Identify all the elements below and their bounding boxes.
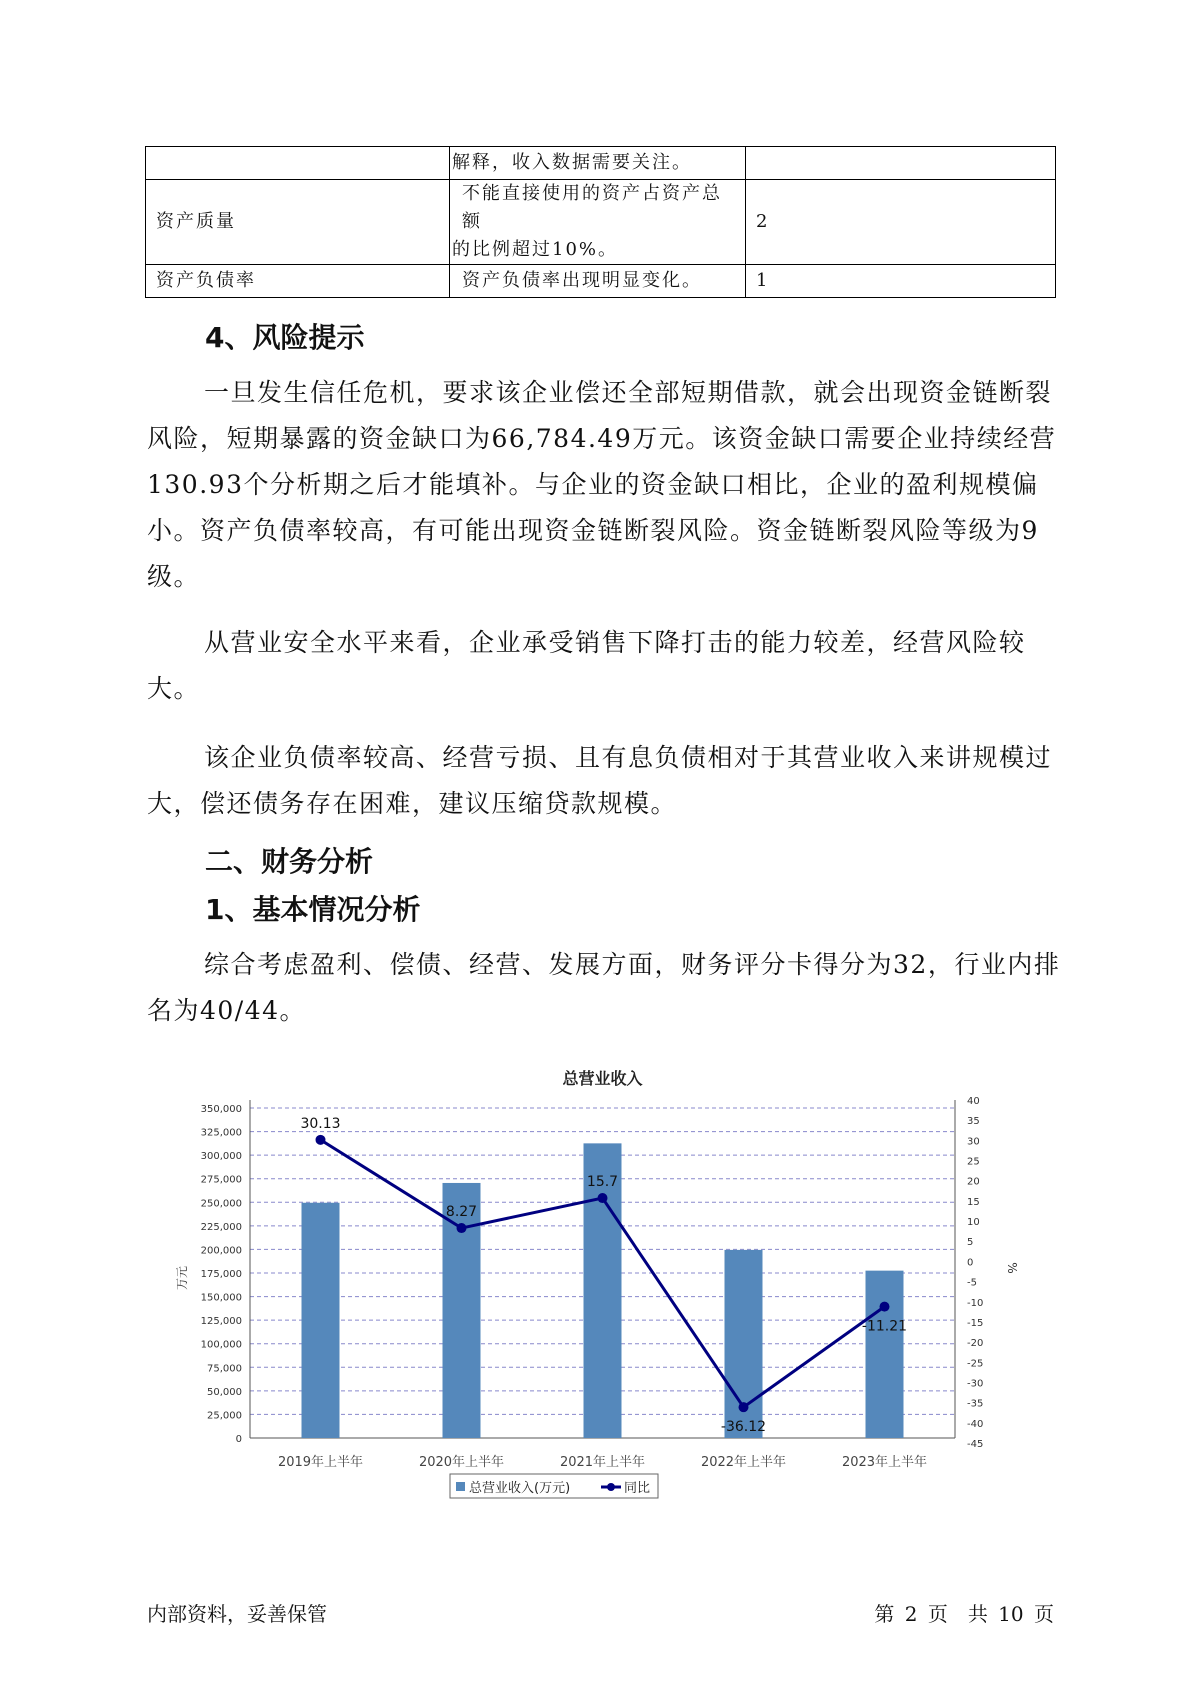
risk-paragraph-3: 该企业负债率较高、经营亏损、且有息负债相对于其营业收入来讲规模过大，偿还债务存在困难，建议压缩贷款规模。 (147, 743, 1053, 818)
risk-section-heading: 4、风险提示 (205, 321, 365, 354)
y-tick-label: 0 (235, 1434, 242, 1445)
x-tick-label: 2020年上半年 (418, 1455, 505, 1470)
yoy-point (880, 1302, 890, 1312)
footer-confidential-note: 内部资料，妥善保管 (147, 1602, 327, 1626)
y2-tick-label: -40 (967, 1418, 984, 1430)
y2-tick-label: 5 (967, 1237, 974, 1249)
table-cell-desc (450, 180, 746, 265)
revenue-chart (150, 1058, 1030, 1528)
y2-tick-label: -20 (967, 1338, 984, 1350)
y-tick-label: 250,000 (200, 1198, 242, 1210)
y2-tick-label: 15 (967, 1196, 980, 1208)
table-cell-score: 1 (746, 265, 1056, 298)
table-row (146, 180, 1056, 265)
table-cell-item: 资产质量 (146, 180, 450, 265)
table-cell-score (746, 147, 1056, 180)
y2-tick-label: -45 (967, 1439, 984, 1450)
x-tick-label: 2021年上半年 (559, 1455, 646, 1470)
basic-analysis-paragraph: 综合考虑盈利、偿债、经营、发展方面，财务评分卡得分为32，行业内排名为40/44。 (147, 950, 1061, 1025)
y2-tick-label: 25 (967, 1156, 980, 1168)
x-tick-label: 2022年上半年 (700, 1455, 787, 1470)
legend-label-bar: 总营业收入(万元) (469, 1481, 571, 1496)
y-axis-label: 万元 (175, 1265, 189, 1291)
y2-tick-label: -5 (967, 1277, 977, 1289)
y2-tick-label: 0 (967, 1257, 974, 1269)
risk-indicator-table (145, 146, 1056, 298)
y2-tick-label: 20 (967, 1176, 980, 1188)
legend-swatch-marker (607, 1483, 615, 1491)
table-cell-desc-text: 资产负债率出现明显变化。 (462, 270, 702, 291)
y2-tick-label: 40 (967, 1096, 980, 1107)
data-label: 8.27 (445, 1204, 478, 1221)
y2-tick-label: -10 (967, 1297, 984, 1309)
y2-axis-label: % (1005, 1262, 1019, 1274)
y2-tick-label: -25 (967, 1358, 984, 1370)
y2-tick-label: 10 (967, 1217, 980, 1229)
footer-page-number: 第 2 页 共 10 页 (874, 1602, 1054, 1626)
yoy-point (457, 1223, 467, 1233)
y-tick-label: 325,000 (200, 1127, 242, 1139)
data-label: -11.21 (861, 1318, 908, 1335)
y2-tick-label: -35 (967, 1398, 984, 1410)
table-row (146, 265, 1056, 298)
y-tick-label: 225,000 (200, 1221, 242, 1233)
table-cell-desc-line: 的比例超过10%。 (452, 239, 619, 260)
finance-section-heading: 二、财务分析 (205, 845, 374, 878)
risk-paragraph-1: 一旦发生信任危机，要求该企业偿还全部短期借款，就会出现资金链断裂风险，短期暴露的资金缺口为66,784.49万元。该资金缺口需要企业持续经营 130.93个分析期之后才能填补。与企业的资金缺口相比，企业的盈利规模偏小。资产负债率较高，有可能出现资金链断裂风险。资金链断裂风险等级为9级。 (147, 378, 1057, 591)
y-tick-label: 350,000 (200, 1104, 242, 1115)
data-label: 15.7 (586, 1174, 619, 1191)
y-tick-label: 125,000 (200, 1316, 242, 1328)
y-tick-label: 50,000 (207, 1386, 242, 1398)
y-tick-label: 300,000 (200, 1151, 242, 1163)
table-row (146, 147, 1056, 180)
y2-tick-label: 30 (967, 1136, 980, 1148)
yoy-point (316, 1135, 326, 1145)
y-tick-label: 275,000 (200, 1174, 242, 1186)
table-cell-item: 资产负债率 (146, 265, 450, 298)
y-tick-label: 25,000 (207, 1410, 242, 1422)
y-tick-label: 150,000 (200, 1292, 242, 1304)
bar (302, 1203, 340, 1438)
y2-tick-label: -30 (967, 1378, 984, 1390)
table-cell-desc-line: 不能直接使用的资产占资产总额 (462, 183, 722, 232)
y-tick-label: 100,000 (200, 1339, 242, 1351)
yoy-point (598, 1193, 608, 1203)
chart-title: 总营业收入 (562, 1069, 643, 1088)
table-cell-score: 2 (746, 180, 1056, 265)
legend-swatch-bar (456, 1482, 465, 1491)
y2-tick-label: 35 (967, 1116, 980, 1128)
bar (866, 1271, 904, 1438)
x-tick-label: 2019年上半年 (277, 1455, 364, 1470)
risk-paragraph-2: 从营业安全水平来看，企业承受销售下降打击的能力较差，经营风险较大。 (147, 628, 1026, 703)
y-tick-label: 175,000 (200, 1269, 242, 1280)
yoy-point (739, 1402, 749, 1412)
data-label: -36.12 (720, 1419, 767, 1436)
y2-tick-label: -15 (967, 1317, 984, 1329)
basic-analysis-heading: 1、基本情况分析 (205, 893, 421, 926)
y-tick-label: 200,000 (200, 1245, 242, 1257)
table-cell-item (146, 147, 450, 180)
revenue-chart-svg (150, 1058, 1030, 1528)
table-cell-desc: 解释，收入数据需要关注。 (450, 147, 746, 180)
data-label: 30.13 (300, 1115, 341, 1132)
legend-label-line: 同比 (624, 1481, 651, 1496)
y-tick-label: 75,000 (207, 1363, 242, 1375)
x-tick-label: 2023年上半年 (841, 1455, 928, 1470)
table-cell-desc (450, 265, 746, 298)
